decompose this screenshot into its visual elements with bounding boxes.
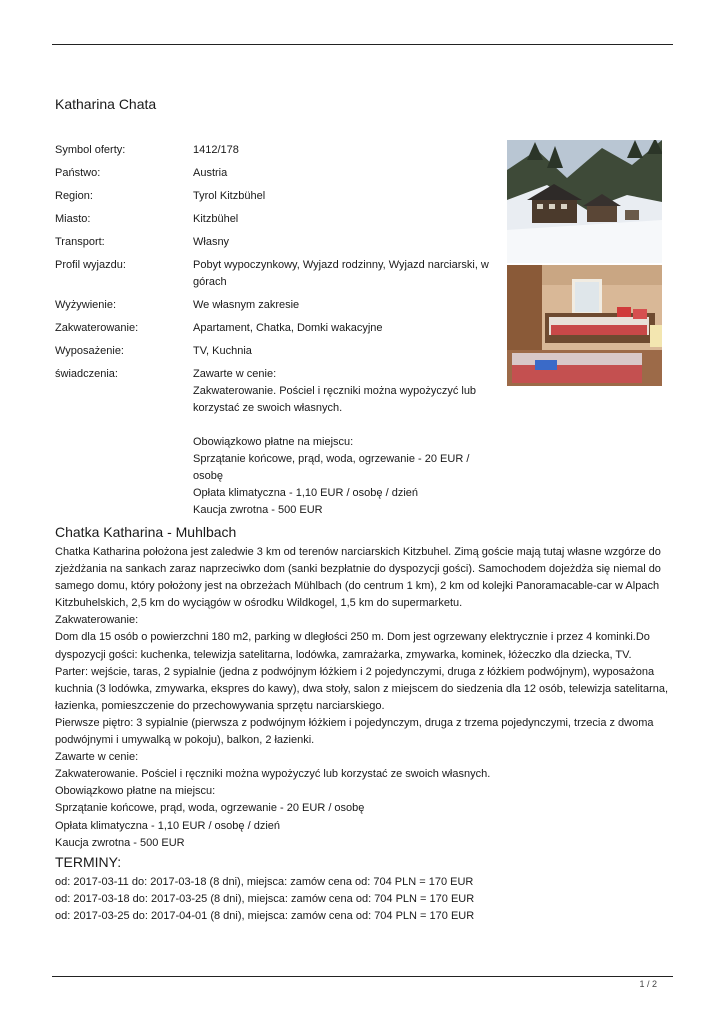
spec-label: Transport: <box>55 236 105 248</box>
spec-value-line: Pobyt wypoczynkowy, Wyjazd rodzinny, Wyjazd narciarski, w <box>193 259 489 271</box>
spec-value-line: Apartament, Chatka, Domki wakacyjne <box>193 322 383 334</box>
terms-list <box>55 874 675 925</box>
offer-spec-table <box>55 142 500 519</box>
spec-value <box>193 142 500 159</box>
description-line: Pierwsze piętro: 3 sypialnie (pierwsza z podwójnym łóżkiem i pojedynczym, druga z trzema pojedynczymi, trzecia z dwoma <box>55 716 654 729</box>
spec-value-line: 1412/178 <box>193 144 239 156</box>
spec-value-line: Austria <box>193 167 228 179</box>
description-line: kuchnia (3 lodówka, zmywarka, ekspres do kawy), dwa stoły, salon z miejscem do siedzenia dla 12 osób, telewizja satelitarna, <box>55 682 669 695</box>
term-item: od: 2017-03-18 do: 2017-03-25 (8 dni), miejsca: zamów cena od: 704 PLN = 170 EUR <box>55 892 475 905</box>
chalet-exterior-photo <box>507 140 662 263</box>
description-line: łazienka, pomieszczenie do przechowywania sprzętu narciarskiego. <box>55 699 385 712</box>
header-rule <box>52 44 673 45</box>
spec-row <box>55 366 500 519</box>
spec-value <box>193 188 500 205</box>
spec-value-line: Kitzbühel <box>193 213 239 225</box>
description-line: dyspozycji gości: kuchenka, telewizja satelitarna, lodówka, zamrażarka, zmywarka, kominek, łóżeczko dla dziecka, TV. <box>55 648 632 661</box>
spec-value-line: Tyrol Kitzbühel <box>193 190 266 202</box>
spec-label: Państwo: <box>55 167 101 179</box>
spec-label: Zakwaterowanie: <box>55 322 139 334</box>
spec-label: świadczenia: <box>55 368 118 380</box>
description-line: Dom dla 15 osób o powierzchni 180 m2, parking w dległości 250 m. Dom jest ogrzewany elektrycznie i przez 4 kominki.Do <box>55 631 650 644</box>
spec-row <box>55 142 500 159</box>
spec-value <box>193 165 500 182</box>
page-number: 1 / 2 <box>639 979 657 989</box>
description-section <box>55 523 675 925</box>
description-line: Sprzątanie końcowe, prąd, woda, ogrzewanie - 20 EUR / osobę <box>55 802 365 815</box>
spec-row <box>55 211 500 228</box>
spec-value-line: Obowiązkowo płatne na miejscu: <box>193 436 354 448</box>
description-line: Zakwaterowanie. Pościel i ręczniki można wypożyczyć lub korzystać ze swoich własnych. <box>55 768 491 781</box>
description-line: Opłata klimatyczna - 1,10 EUR / osobę / dzień <box>55 819 280 832</box>
spec-value-line: TV, Kuchnia <box>193 345 252 357</box>
spec-value-line: We własnym zakresie <box>193 299 300 311</box>
description-line: Zawarte w cenie: <box>55 751 139 764</box>
spec-label: Profil wyjazdu: <box>55 259 126 271</box>
spec-value-line: Opłata klimatyczna - 1,10 EUR / osobę / dzień <box>193 487 418 499</box>
spec-label: Wyżywienie: <box>55 299 117 311</box>
term-item: od: 2017-03-11 do: 2017-03-18 (8 dni), miejsca: zamów cena od: 704 PLN = 170 EUR <box>55 875 474 888</box>
terms-title: TERMINY: <box>55 853 122 870</box>
spec-row <box>55 234 500 251</box>
section-title: Chatka Katharina - Muhlbach <box>55 524 237 540</box>
description-line: samego domu, który położony jest na obrzeżach Mühlbach (do centrum 1 km), 2 km od kolejki Panoramacable-car w Alpach <box>55 580 660 593</box>
spec-row <box>55 188 500 205</box>
spec-value-line: korzystać ze swoich własnych. <box>193 402 343 414</box>
spec-row <box>55 165 500 182</box>
spec-value-line: Sprzątanie końcowe, prąd, woda, ogrzewanie - 20 EUR / osobę <box>193 453 470 482</box>
spec-row <box>55 343 500 360</box>
description-line: Kaucja zwrotna - 500 EUR <box>55 836 185 849</box>
spec-value <box>193 297 500 314</box>
footer-rule <box>52 976 673 977</box>
spec-value-line: Zakwaterowanie. Pościel i ręczniki można wypożyczyć lub <box>193 385 477 397</box>
spec-value <box>193 320 500 337</box>
spec-value <box>193 257 500 291</box>
spec-value-line: górach <box>193 276 227 288</box>
description-line: zjeżdżania na sankach zaraz naprzeciwko dom (sanki bezpłatnie do dyspozycji gości). Samochodem dojeżdża się niemal do <box>55 563 661 576</box>
description-line: Parter: wejście, taras, 2 sypialnie (jedna z podwójnym łóżkiem i 2 pojedynczymi, druga z łóżkiem podwójnym), wyposażona <box>55 665 655 678</box>
spec-value <box>193 211 500 228</box>
spec-row <box>55 320 500 337</box>
description-line: Kitzbuhelskich, 2,5 km do wyciągów w ośrodku Wildkogel, 1,5 km do supermarketu. <box>55 597 463 610</box>
term-item: od: 2017-03-25 do: 2017-04-01 (8 dni), miejsca: zamów cena od: 704 PLN = 170 EUR <box>55 909 475 922</box>
spec-label: Symbol oferty: <box>55 144 126 156</box>
description-body <box>55 544 675 852</box>
description-line: Chatka Katharina położona jest zaledwie 3 km od terenów narciarskich Kitzbuhel. Zimą goście mają tutaj własne wzgórze do <box>55 546 661 558</box>
spec-label: Region: <box>55 190 93 202</box>
spec-value-line <box>193 417 500 434</box>
description-line: podwójnymi i umywalką w pokoju), balkon, 2 łazienki. <box>55 734 315 747</box>
spec-value <box>193 234 500 251</box>
spec-row <box>55 257 500 291</box>
description-line: Obowiązkowo płatne na miejscu: <box>55 785 216 798</box>
page-title: Katharina Chata <box>55 96 157 112</box>
spec-value-line: Własny <box>193 236 230 248</box>
description-line: Zakwaterowanie: <box>55 614 139 627</box>
spec-value-line: Zawarte w cenie: <box>193 368 277 380</box>
bedroom-photo <box>507 265 662 386</box>
spec-label: Miasto: <box>55 213 91 225</box>
spec-value <box>193 366 500 519</box>
spec-value <box>193 343 500 360</box>
spec-row <box>55 297 500 314</box>
spec-value-line: Kaucja zwrotna - 500 EUR <box>193 504 323 516</box>
spec-label: Wyposażenie: <box>55 345 124 357</box>
